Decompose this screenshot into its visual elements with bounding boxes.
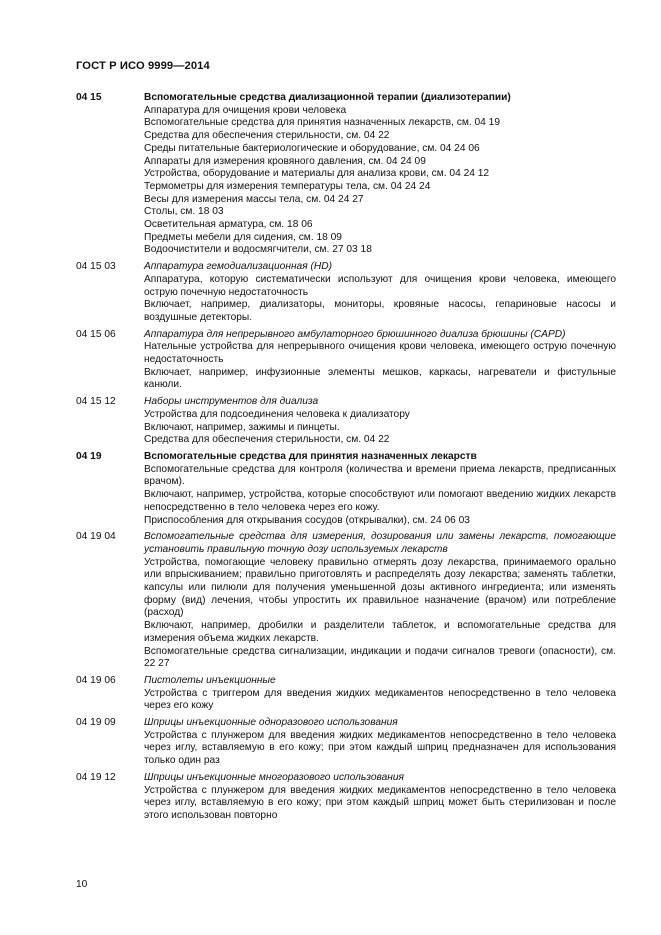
entry-title: Аппаратура для непрерывного амбулаторного брюшинного диализа брюшины (CAPD) [144,328,566,340]
entry-title: Пистолеты инъекционные [144,674,276,686]
page-number: 10 [76,879,88,890]
entry-line: Устройства с плунжером для введения жидких медикаментов непосредственно в тело человека через иглу, вставляемую в его кожу; при этом каждый шприц предназначен для использования только один раз [144,729,616,767]
entry-code: 04 15 12 [76,396,116,408]
entry-04-15-12 [76,396,616,447]
entry-line: Включают, например, дробилки и разделители таблеток, и вспомогательные средства для измерения объема жидких лекарств. [144,620,616,644]
entry-04-19-04 [76,531,616,671]
entry-line: Осветительная арматура, см. 18 06 [144,219,313,231]
entry-04-19-09 [76,717,616,768]
entry-line: Средства для обеспечения стерильности, см. 04 22 [144,130,390,142]
entry-line: Вспомогательные средства для принятия назначенных лекарств, см. 04 19 [144,117,500,129]
entry-line: Предметы мебели для сидения, см. 18 09 [144,231,342,243]
entry-04-19-12 [76,772,616,823]
entry-title: Вспомогательные средства для измерения, дозирования или замены лекарств, помогающие установить правильную точную дозу используемых лекарств [144,531,616,555]
entry-title: Наборы инструментов для диализа [144,396,319,408]
entry-04-19-06 [76,675,616,713]
entry-code: 04 15 [76,92,102,103]
entry-line: Устройства с триггером для введения жидких медикаментов непосредственно в тело человека через его кожу [144,687,616,712]
entry-line: Включают, например, устройства, которые способствуют или помогают введению жидких лекарств непосредственно в тело человека через его кожу. [144,489,616,513]
entry-title: Вспомогательные средства диализационной терапии (диализотерапии) [144,92,511,103]
entry-line: Столы, см. 18 03 [144,206,224,218]
entry-line: Включает, например, диализаторы, мониторы, кровяные насосы, гепариновые насосы и воздушные детекторы. [144,299,616,323]
entry-line: Аппаратура, которую систематически используют для очищения крови человека, имеющего острую почечную недостаточность [144,273,616,298]
entry-line: Термометры для измерения температуры тела, см. 04 24 24 [144,180,431,192]
entry-line: Включает, например, инфузионные элементы мешков, каркасы, нагреватели и фистульные канюли. [144,366,616,391]
entry-line: Включают, например, зажимы и пинцеты. [144,421,340,433]
entry-04-15-06 [76,329,616,393]
entry-04-15-03 [76,261,616,325]
entry-line: Водоочистители и водосмягчители, см. 27 03 18 [144,244,372,256]
entry-code: 04 19 04 [76,531,116,543]
entry-title: Шприцы инъекционные одноразового использования [144,717,398,729]
entry-line: Устройства для подсоединения человека к диализатору [144,408,410,420]
entry-line: Вспомогательные средства для контроля (количества и времени приема лекарств, предписанных врачом). [144,463,616,488]
entry-code: 04 19 [76,450,102,462]
entry-title: Аппаратура гемодиализационная (HD) [144,261,332,273]
entry-line: Среды питательные бактериологические и оборудование, см. 04 24 06 [144,142,480,154]
entry-line: Приспособления для открывания сосудов (открывалки), см. 24 06 03 [144,514,470,526]
entry-line: Устройства, оборудование и материалы для анализа крови, см. 04 24 12 [144,168,490,180]
document-body [76,92,616,827]
entry-line: Аппараты для измерения кровяного давления, см. 04 24 09 [144,155,426,167]
entry-line: Устройства, помогающие человеку правильно отмерять дозу лекарства, принимаемого орально или впрыскиванием; правильно приготовлять и распределять дозу лекарства; заменять таблетки, капсулы или пилюли для получения уменьшенной дозы активного ингредиента; или изменять форму (вид) лечения, чтобы упростить их правильное назначение (врачом) или потребление (расход) [144,556,616,619]
entry-title: Шприцы инъекционные многоразового использования [144,771,404,783]
entry-line: Вспомогательные средства сигнализации, индикации и подачи сигналов тревоги (опасности), см. 22 27 [144,645,616,670]
entry-code: 04 15 03 [76,261,116,273]
entry-code: 04 15 06 [76,328,116,340]
entry-line: Средства для обеспечения стерильности, см. 04 22 [144,434,390,446]
entry-line: Весы для измерения массы тела, см. 04 24 27 [144,193,364,205]
entry-line: Нательные устройства для непрерывного очищения крови человека, имеющего острую почечную недостаточность [144,341,616,366]
entry-code: 04 19 06 [76,674,116,686]
entry-04-19 [76,451,616,527]
entry-code: 04 19 09 [76,717,116,729]
entry-line: Аппаратура для очищения крови человека [144,104,347,116]
entry-04-15 [76,92,616,257]
entry-title: Вспомогательные средства для принятия назначенных лекарств [144,450,477,462]
entry-code: 04 19 12 [76,771,116,783]
entry-line: Устройства с плунжером для введения жидких медикаментов непосредственно в тело человека через иглу, вставляемую в его кожу; при этом каждый шприц может быть стерилизован и после этого использован повторно [144,784,616,821]
page-header-title: ГОСТ Р ИСО 9999—2014 [76,60,210,72]
